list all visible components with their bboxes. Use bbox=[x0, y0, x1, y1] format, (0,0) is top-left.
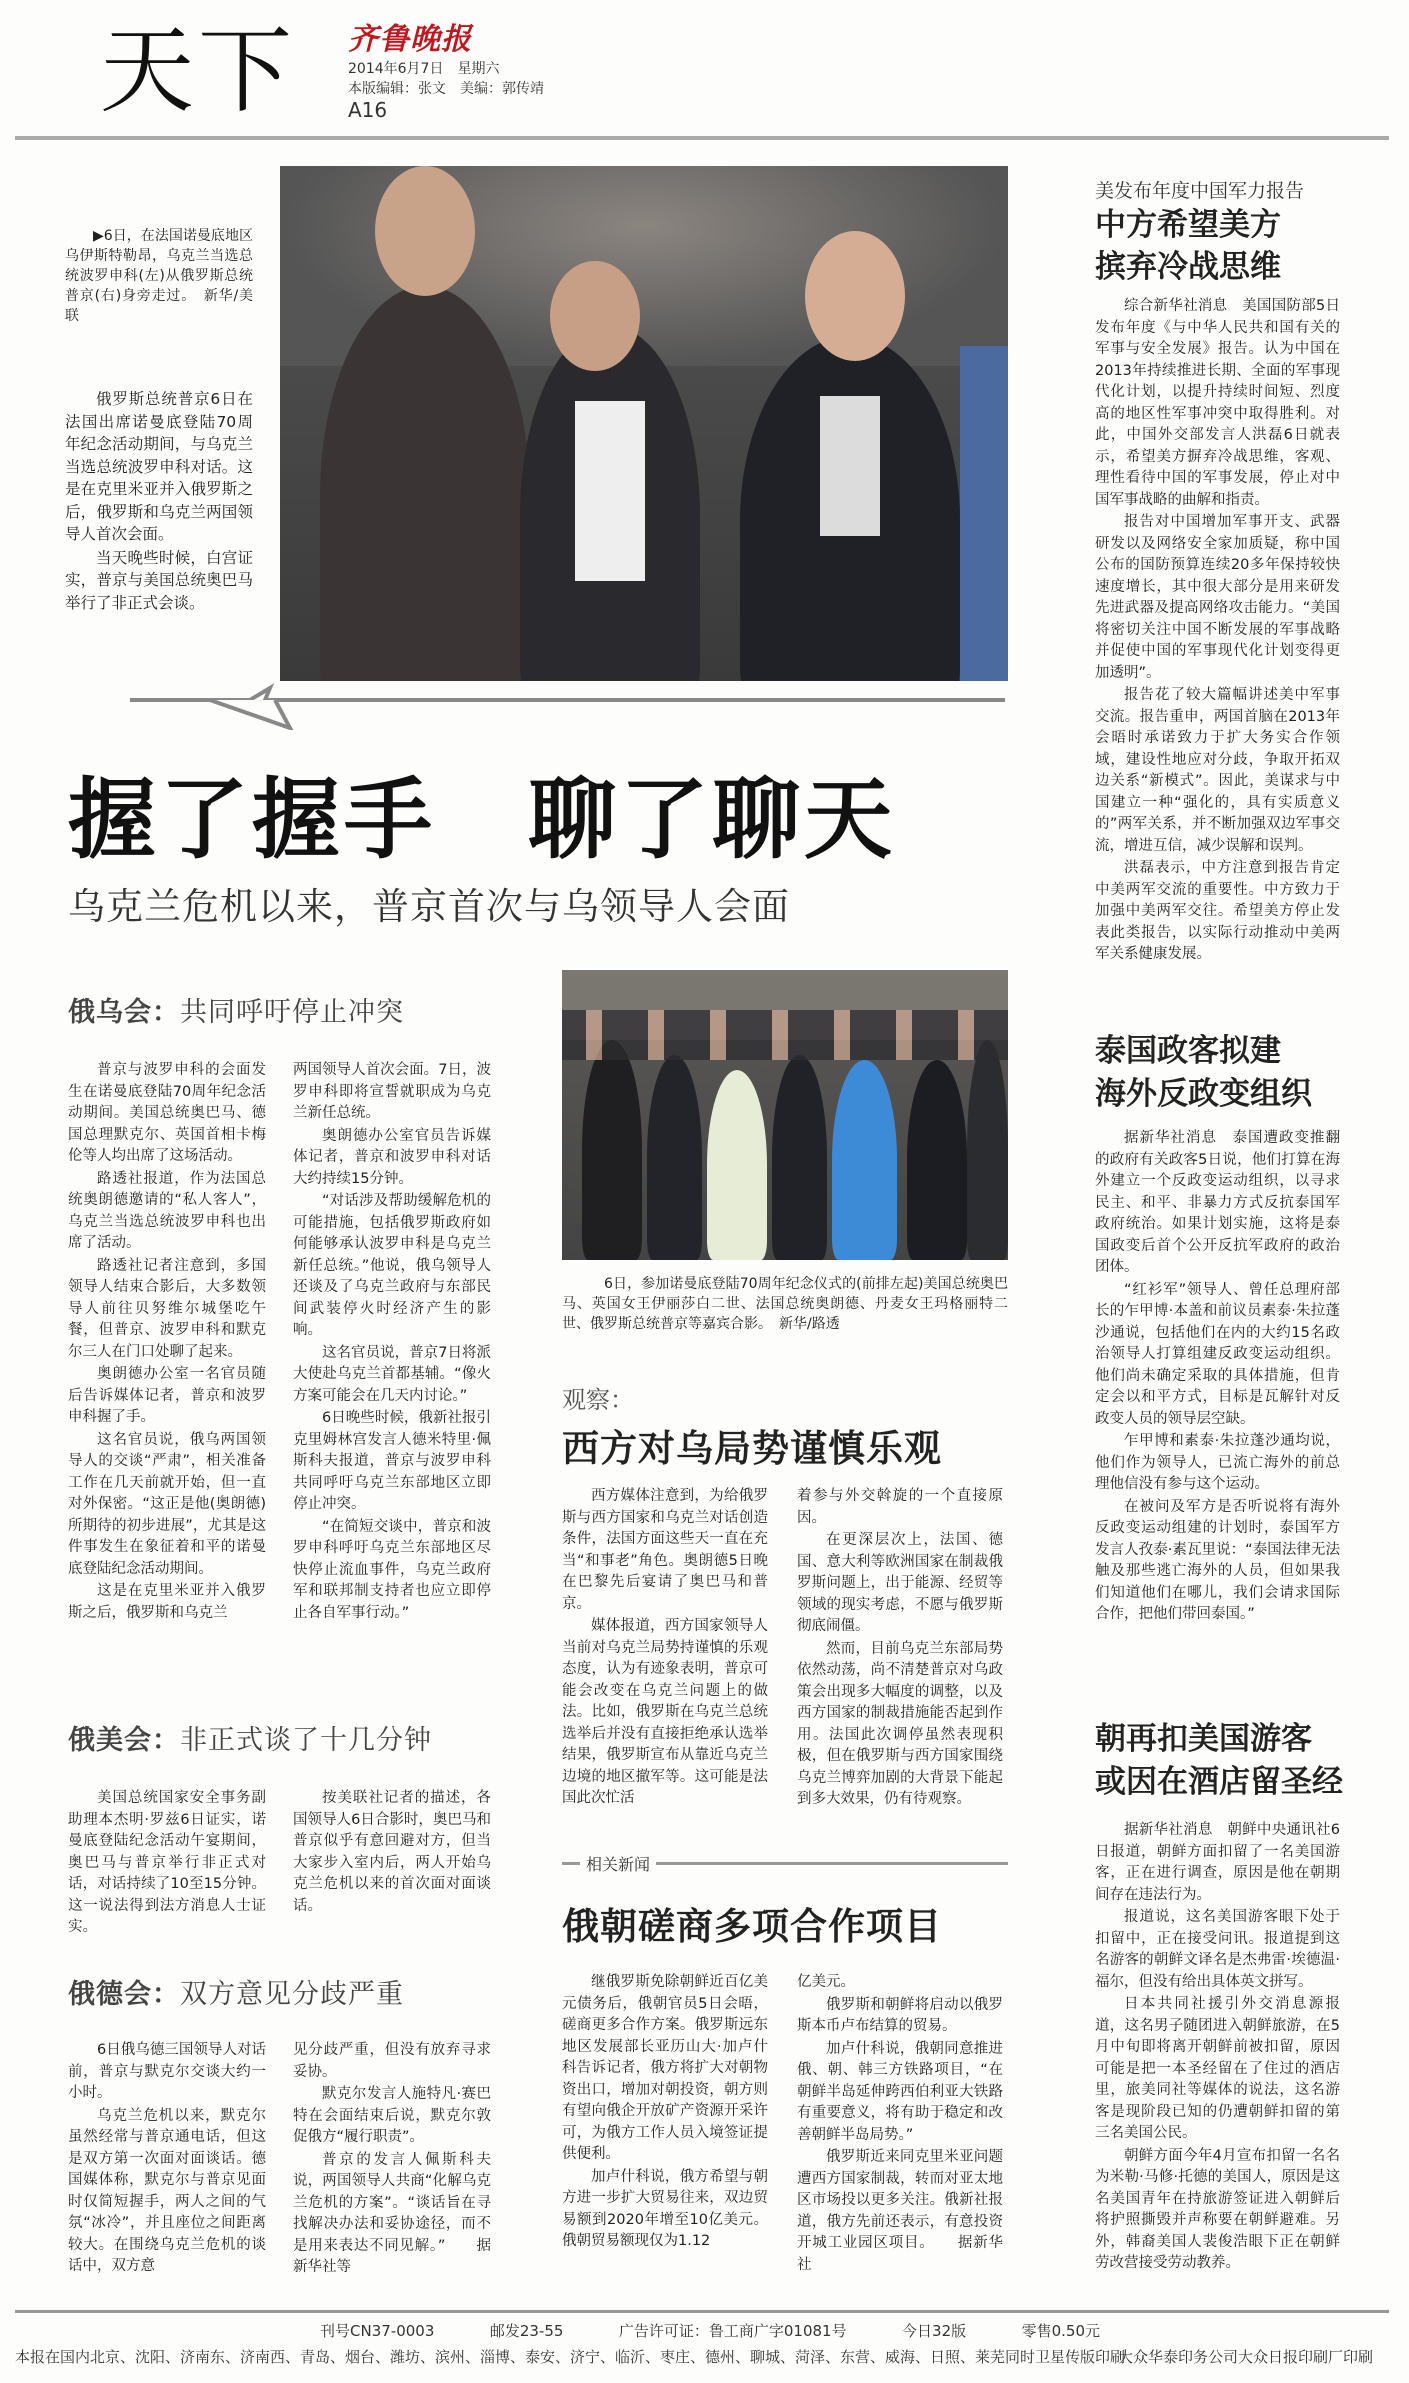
paragraph: 日本共同社援引外交消息源报道，这名男子随团进入朝鲜旅游，在5月中旬即将离开朝鲜前被扣留，原因可能是把一本圣经留在了住过的酒店里，旅美同社等媒体的说法，这名游客是现阶段已知的仍遭朝鲜扣留的第三名美国公民。 bbox=[1095, 1996, 1340, 2141]
paragraph: 据新华社消息 泰国遭政变推翻的政府有关政客5日说，他们打算在海外建立一个反政变运动组织，以寻求民主、和平、非暴力方式反抗泰国军政府统治。如果计划实施，这将是泰国政变后首个公开反抗军政府的政治团体。 bbox=[1095, 1130, 1340, 1275]
paragraph: 6日俄乌德三国领导人对话前，普京与默克尔交谈大约一小时。 bbox=[68, 2042, 266, 2101]
section-title: 天下 bbox=[100, 17, 297, 126]
queen-figure bbox=[707, 1070, 767, 1260]
section-heading-ru-us-bold: 俄美会： bbox=[68, 1725, 180, 1756]
paragraph: 加卢什科说，俄朝同意推进俄、朝、韩三方铁路项目，“在朝鲜半岛延伸跨西伯利亚大铁路有重要意义，将有助于稳定和改善朝鲜半岛局势。” bbox=[797, 2040, 1003, 2143]
paragraph: 俄罗斯和朝鲜将启动以俄罗斯本币卢布结算的贸易。 bbox=[797, 1996, 1003, 2034]
obama-figure bbox=[647, 1055, 702, 1260]
paragraph: 乌克兰危机以来，默克尔虽然经常与普京通电话，但这是双方第一次面对面谈话。德国媒体称，默克尔与普京见面时仅简短握手，两人之间的气氛“冰冷”，并且座位之间距离较大。在围绕乌克兰危机的谈话中，双方意 bbox=[68, 2107, 266, 2274]
paragraph: 奥朗德办公室一名官员随后告诉媒体记者，普京和波罗申科握了手。 bbox=[68, 1366, 266, 1425]
paragraph: 报告花了较大篇幅讲述美中军事交流。报告重申，两国首脑在2013年会晤时承诺致力于扩大务实合作领域，建设性地应对分歧，争取开拓双边关系“新模式”。因此，美谋求与中国建立一种“强化的，具有实质意义的”两军关系，并不断加强双边军事交流，增进互信，减少误解和误判。 bbox=[1095, 687, 1340, 854]
paragraph: 两国领导人首次会面。7日，波罗申科即将宣誓就职成为乌克兰新任总统。 bbox=[293, 1062, 491, 1121]
paragraph: 洪磊表示，中方注意到报告肯定中美两军交流的重要性。中方致力于加强中美两军交往。希望美方停止发表此类报告，以实际行动推动中美两军关系健康发展。 bbox=[1095, 860, 1340, 962]
headline: 握了握手 聊了聊天 bbox=[68, 768, 897, 871]
group-photo bbox=[562, 970, 1008, 1260]
paragraph: 这是在克里米亚并入俄罗斯之后，俄罗斯和乌克兰 bbox=[68, 1583, 266, 1621]
paragraph: 然而，目前乌克兰东部局势依然动荡，尚不清楚普京对乌政策会出现多大幅度的调整，以及西方国家的制裁措施能否起到作用。法国此次调停虽然表现积极，但在俄罗斯与西方国家围绕乌克兰博弈加剧的大背景下能起到多大效果，仍有待观察。 bbox=[797, 1640, 1003, 1807]
paragraph: “红衫军”领导人、曾任总理府部长的乍甲博·本盖和前议员素泰·朱拉蓬沙通说，包括他们在内的大约15名政治领导人打算组建反政变运动组织。他们尚未确定采取的具体措施，但肯定会以和平方式，目标是瓦解针对反政变人员的领导层空缺。 bbox=[1095, 1281, 1340, 1427]
danish-queen-figure bbox=[832, 1060, 897, 1260]
footer-price: 零售0.50元 bbox=[1021, 2322, 1100, 2340]
paragraph: “对话涉及帮助缓解危机的可能措施，包括俄罗斯政府如何能够承认波罗申科是乌克兰新任总统。”他说，俄乌领导人还谈及了乌克兰政府与东部民间武装停火时经济产生的影响。 bbox=[293, 1193, 491, 1338]
sidebar-kicker: 美发布年度中国军力报告 bbox=[1095, 180, 1305, 202]
paragraph: 路透社记者注意到，多国领导人结束合影后，大多数领导人前往贝努维尔城堡吃午餐，但普京、波罗申科和默克尔三人在门口处聊了起来。 bbox=[68, 1257, 266, 1360]
lead-quote bbox=[65, 388, 253, 615]
poroshenko-figure bbox=[320, 286, 530, 681]
paragraph: 美国总统国家安全事务副助理本杰明·罗兹6日证实，诺曼底登陆纪念活动午宴期间，奥巴马与普京举行非正式对话，对话持续了10至15分钟。这一说法得到法方消息人士证实。 bbox=[68, 1790, 266, 1935]
paragraph: 6日晚些时候，俄新社报引克里姆林宫发言人德米特里·佩斯科夫报道，普京与波罗申科共同呼吁乌克兰东部地区立即停止冲突。 bbox=[293, 1410, 491, 1512]
subheadline: 乌克兰危机以来，普京首次与乌领导人会面 bbox=[68, 885, 790, 928]
group-photo-caption: 6日，参加诺曼底登陆70周年纪念仪式的(前排左起)美国总统奥巴马、英国女王伊丽莎白二世、法国总统奥朗德、丹麦女王玛格丽特二世、俄罗斯总统普京等嘉宾合影。 新华/路透 bbox=[562, 1276, 1008, 1332]
related-col1 bbox=[562, 1972, 768, 2254]
main-photo bbox=[280, 166, 1008, 681]
related-label: 相关新闻 bbox=[580, 1852, 656, 1875]
paragraph: 在更深层次上，法国、德国、意大利等欧洲国家在制裁俄罗斯问题上，出于能源、经贸等领域的现实考虑，不愿与俄罗斯彻底闹僵。 bbox=[797, 1532, 1003, 1634]
sidebar-title-china: 中方希望美方 摈弃冷战思维 bbox=[1095, 207, 1281, 285]
editor-credits: 本版编辑：张文 美编：郭传靖 bbox=[348, 81, 544, 97]
analysis-col2 bbox=[797, 1486, 1003, 1812]
issue-date: 2014年6月7日 星期六 bbox=[348, 61, 500, 77]
ru-ua-col1 bbox=[68, 1060, 266, 1625]
paragraph: 继俄罗斯免除朝鲜近百亿美元债务后，俄朝官员5日会晤，磋商更多合作方案。俄罗斯远东地区发展部长亚历山大·加卢什科告诉记者，俄方将扩大对朝物资出口，增加对朝投资，朝方则有望向俄企开放矿产资源开采许可，为俄方工作人员入境签证提供便利。 bbox=[562, 1974, 768, 2162]
paragraph: 西方媒体注意到，为给俄罗斯与西方国家和乌克兰对话创造条件，法国方面这些天一直在充当“和事老”角色。奥朗德5日晚在巴黎先后宴请了奥巴马和普京。 bbox=[562, 1488, 768, 1612]
section-heading-ru-ua-bold: 俄乌会： bbox=[68, 997, 180, 1028]
speech-bubble-tail bbox=[100, 680, 1010, 730]
paragraph: 这名官员说，俄乌两国领导人的交谈“严肃”，相关准备工作在几天前就开始，但一直对外保密。“这正是他(奥朗德)所期待的初步进展”，尤其是这件事发生在象征着和平的诺曼底登陆纪念活动期间。 bbox=[68, 1431, 266, 1577]
related-col2 bbox=[797, 1972, 1003, 2277]
paragraph: 加卢什科说，俄方希望与朝方进一步扩大贸易往来，双边贸易额到2020年增至10亿美元。俄朝贸易额现仅为1.12 bbox=[562, 2168, 768, 2249]
paragraph: 朝鲜方面今年4月宣布扣留一名名为米勒·马修·托德的美国人，原因是这名美国青年在持旅游签证进入朝鲜后将护照撕毁并声称要在朝鲜避难。另外，韩裔美国人裴俊浩眼下正在朝鲜劳改营接受劳动教养。 bbox=[1095, 2147, 1340, 2271]
ru-us-col2 bbox=[293, 1788, 491, 1918]
footer-printer: 大众华泰印务公司大众日报印刷厂印刷 bbox=[1118, 2348, 1374, 2366]
section-heading-ru-us-rest: 非正式谈了十几分钟 bbox=[180, 1725, 432, 1756]
section-heading-ru-de-rest: 双方意见分歧严重 bbox=[180, 1979, 404, 2010]
paragraph: 奥朗德办公室官员告诉媒体记者，普京和波罗申科对话大约持续15分钟。 bbox=[293, 1127, 491, 1187]
paragraph: 报道说，这名美国游客眼下处于扣留中，正在接受问讯。报道提到这名游客的朝鲜文译名是杰弗雷·埃德温·福尔，但没有给出具体英文拼写。 bbox=[1095, 1909, 1340, 1990]
section-heading-ru-us bbox=[68, 1718, 432, 1757]
paragraph: 见分歧严重，但没有放弃寻求妥协。 bbox=[293, 2042, 491, 2080]
sidebar-body-china bbox=[1095, 296, 1340, 967]
section-heading-ru-de-bold: 俄德会： bbox=[68, 1979, 180, 2010]
main-photo-caption: ▶6日，在法国诺曼底地区乌伊斯特勒昂，乌克兰当选总统波罗申科(左)从俄罗斯总统普京(右)身旁走过。 新华/美联 bbox=[65, 228, 253, 324]
masthead-rule bbox=[15, 136, 1389, 140]
paragraph: 俄罗斯近来同克里米亚问题遭西方国家制裁，转而对亚太地区市场投以更多关注。俄新社报道，俄方先前还表示，有意投资开城工业园区项目。 据新华社 bbox=[797, 2149, 1003, 2273]
sidebar-title-thailand: 泰国政客拟建 海外反政变组织 bbox=[1095, 1033, 1312, 1112]
analysis-title: 西方对乌局势谨慎乐观 bbox=[562, 1427, 942, 1470]
sidebar-body-thailand bbox=[1095, 1128, 1340, 1627]
paragraph: 乍甲博和素泰·朱拉蓬沙通均说，他们作为领导人，已流亡海外的前总理他信没有参与这个运动。 bbox=[1095, 1433, 1340, 1492]
paragraph: 媒体报道，西方国家领导人当前对乌克兰局势持谨慎的乐观态度，认为有迹象表明，普京可能会改变在乌克兰问题上的做法。比如，俄罗斯在乌克兰总统选举后并没有直接拒绝承认选举结果，俄罗斯宣布从靠近乌克兰边境的地区撤军等。这可能是法国此次忙活 bbox=[562, 1618, 768, 1806]
analysis-label: 观察： bbox=[562, 1386, 634, 1414]
section-heading-ru-de bbox=[68, 1972, 404, 2011]
paragraph: 普京与波罗申科的会面发生在诺曼底登陆70周年纪念活动期间。美国总统奥巴马、德国总理默克尔、英国首相卡梅伦等人均出席了这场活动。 bbox=[68, 1062, 266, 1164]
sidebar-title-korea: 朝再扣美国游客 或因在酒店留圣经 bbox=[1095, 1721, 1343, 1800]
related-title: 俄朝磋商多项合作项目 bbox=[562, 1905, 942, 1948]
lead-quote-p2: 当天晚些时候，白宫证实，普京与美国总统奥巴马举行了非正式会谈。 bbox=[65, 548, 253, 612]
putin-group-figure bbox=[907, 1060, 967, 1260]
sidebar-body-korea bbox=[1095, 1820, 1340, 2276]
footer-print-sites: 本报在国内北京、沈阳、济南东、济南西、青岛、烟台、潍坊、滨州、淄博、泰安、济宁、临沂、枣庄、德州、聊城、菏泽、东营、威海、日照、莱芜同时卫星传版印刷 bbox=[15, 2348, 1126, 2366]
ru-de-col2 bbox=[293, 2040, 491, 2280]
paragraph: 综合新华社消息 美国国防部5日发布年度《与中华人民共和国有关的军事与安全发展》报告。认为中国在2013年持续推进长期、全面的军事现代化计划，以提升持续时间短、烈度高的地区性军事冲突中取得胜利。对此，中国外交部发言人洪磊6日就表示，希望美方摒弃冷战思维，客观、理性看待中国的军事发展，停止对中国军事战略的曲解和指责。 bbox=[1095, 298, 1340, 508]
paragraph: 这名官员说，普京7日将派大使赴乌克兰首都基辅。“像火方案可能会在几天内讨论。” bbox=[293, 1344, 491, 1404]
footer-issn: 刊号CN37-0003 bbox=[320, 2322, 435, 2340]
ru-de-col1 bbox=[68, 2040, 266, 2279]
footer-line1 bbox=[320, 2320, 1100, 2341]
ru-ua-col2 bbox=[293, 1060, 491, 1625]
paragraph: 在被问及军方是否听说将有海外反政变运动组建的计划时，泰国军方发言人孜泰·素瓦里说：“泰国法律无法触及那些逃亡海外的人员，但如果我们知道他们在哪儿，我们会请求国际合作，把他们带回泰国。” bbox=[1095, 1498, 1340, 1622]
section-heading-ru-ua-rest: 共同呼吁停止冲突 bbox=[180, 997, 404, 1028]
brand-logo: 齐鲁晚报 bbox=[348, 22, 472, 57]
paragraph: 路透社报道，作为法国总统奥朗德邀请的“私人客人”，乌克兰当选总统波罗申科也出席了活动。 bbox=[68, 1170, 266, 1251]
paragraph: 默克尔发言人施特凡·赛巴特在会面结束后说，默克尔敦促俄方“履行职责”。 bbox=[293, 2086, 491, 2145]
paragraph: 据新华社消息 朝鲜中央通讯社6日报道，朝鲜方面扣留了一名美国游客，正在进行调查，原因是他在朝期间存在违法行为。 bbox=[1095, 1822, 1340, 1903]
paragraph: 按美联社记者的描述，各国领导人6日合影时，奥巴马和普京似乎有意回避对方，但当大家步入室内后，两人开始乌克兰危机以来的首次面对面谈话。 bbox=[293, 1790, 491, 1914]
paragraph: 报告对中国增加军事开支、武器研发以及网络安全家加质疑，称中国公布的国防预算连续20多年保持较快速度增长，其中很大部分是用来研发先进武器及提高网络攻击能力。“美国将密切关注中国不断发展的军事战略并促使中国的军事现代化计划变得更加透明”。 bbox=[1095, 514, 1340, 681]
page-number: A16 bbox=[348, 98, 388, 122]
section-heading-ru-ua bbox=[68, 990, 404, 1029]
footer-rule bbox=[15, 2310, 1389, 2313]
analysis-col1 bbox=[562, 1486, 768, 1811]
footer-pages: 今日32版 bbox=[902, 2322, 967, 2340]
ru-us-col1 bbox=[68, 1788, 266, 1940]
paragraph: “在简短交谈中，普京和波罗申科呼吁乌克兰东部地区尽快停止流血事件，乌克兰政府军和联邦制支持者也应立即停止各自军事行动。” bbox=[293, 1518, 491, 1621]
lead-quote-p1: 俄罗斯总统普京6日在法国出席诺曼底登陆70周年纪念活动期间，与乌克兰当选总统波罗申科对话。这是在克里米亚并入俄罗斯之后，俄罗斯和乌克兰两国领导人首次会面。 bbox=[65, 390, 253, 543]
paragraph: 亿美元。 bbox=[797, 1974, 855, 1990]
footer-postal: 邮发23-55 bbox=[489, 2322, 564, 2340]
footer-ad-license: 广告许可证：鲁工商广字01081号 bbox=[618, 2322, 847, 2340]
paragraph: 着参与外交斡旋的一个直接原因。 bbox=[797, 1488, 1003, 1526]
paragraph: 普京的发言人佩斯科夫说，两国领导人共商“化解乌克兰危机的方案”。“谈话旨在寻找解决办法和妥协途径，而不是用来表达不同见解。” 据新华社等 bbox=[293, 2151, 491, 2275]
